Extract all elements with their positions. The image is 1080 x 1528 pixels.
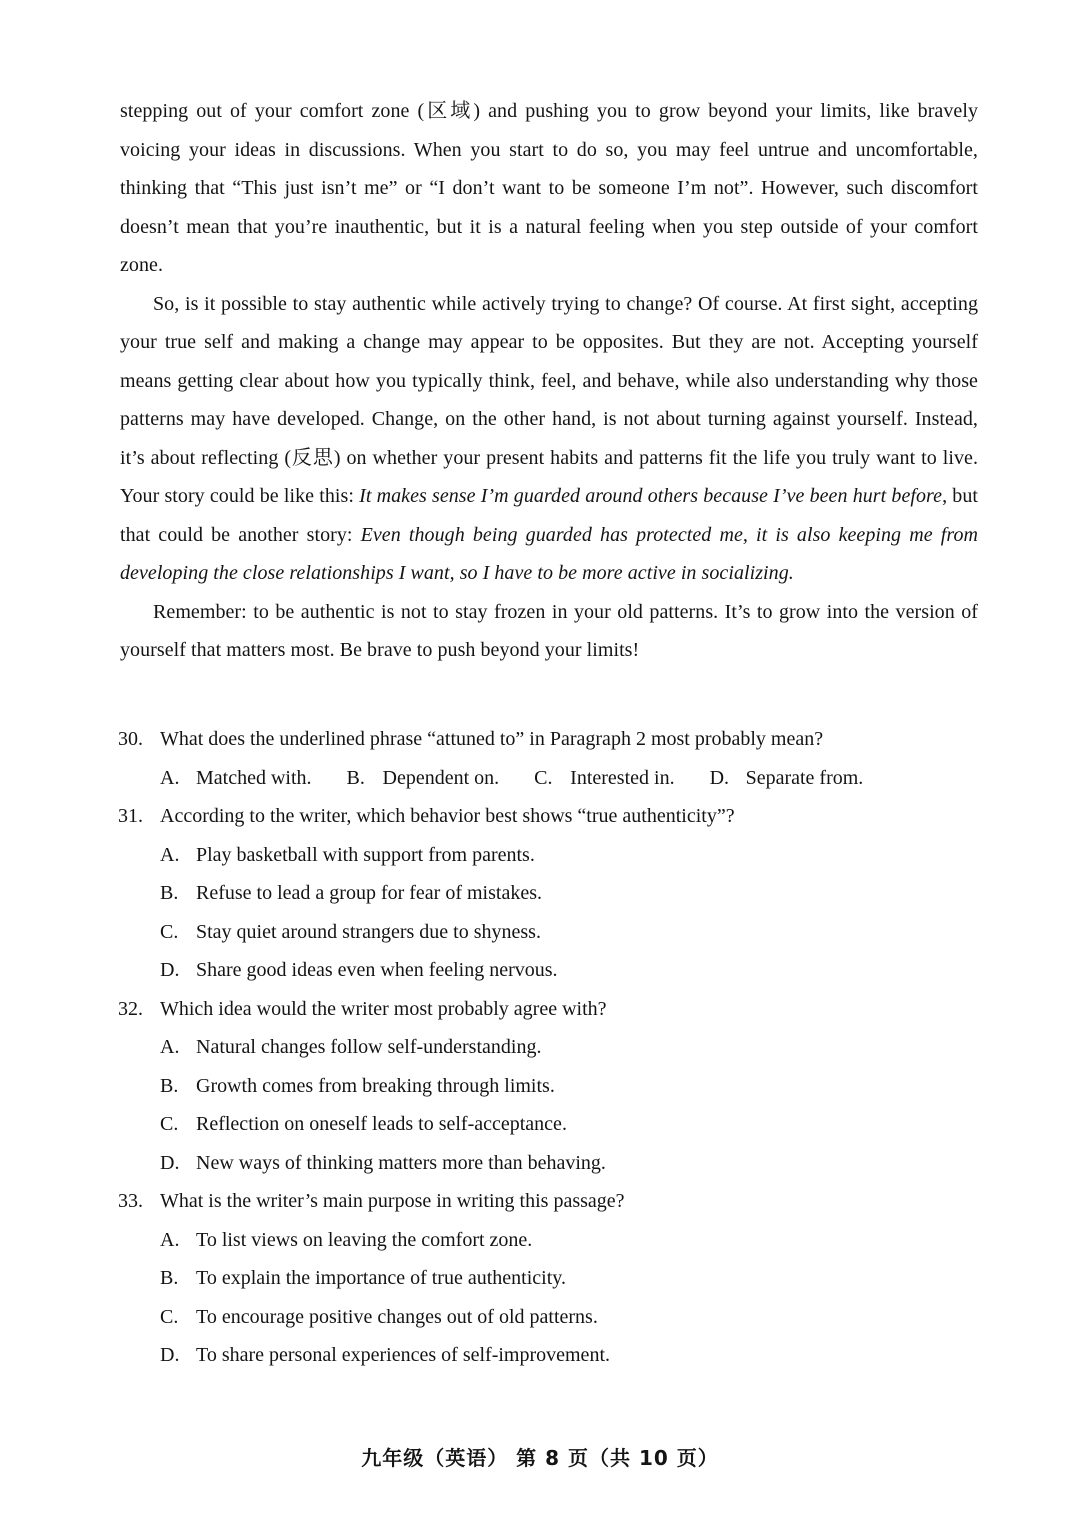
option-letter: C. [160, 1113, 179, 1135]
option-text: Matched with. [196, 766, 312, 789]
question-31 [118, 797, 978, 990]
option-a[interactable] [160, 1221, 978, 1260]
option-b[interactable] [160, 874, 978, 913]
option-letter: D. [160, 959, 180, 981]
option-letter: C. [534, 766, 553, 789]
option-letter: A. [160, 766, 180, 789]
option-text: Natural changes follow self-understanding. [196, 1036, 542, 1058]
option-b[interactable] [160, 1259, 978, 1298]
option-d[interactable] [160, 951, 978, 990]
question-list [118, 720, 978, 1375]
question-32 [118, 990, 978, 1183]
option-text: New ways of thinking matters more than behaving. [196, 1151, 606, 1174]
option-text: To list views on leaving the comfort zone. [196, 1228, 533, 1251]
paragraph-1: stepping out of your comfort zone (区域) and pushing you to grow beyond your limits, like bravely voicing your ideas in discussions. When you start to do so, you may feel untrue and uncomfortable, thinking that “This just isn’t me” or “I don’t want to be someone I’m not”. However, such discomfort doesn’t mean that you’re inauthentic, but it is a natural feeling when you step outside of your comfort zone. [120, 100, 978, 276]
option-text: Reflection on oneself leads to self-acceptance. [196, 1113, 567, 1135]
option-c[interactable] [160, 1298, 978, 1337]
option-letter: B. [160, 1074, 179, 1097]
option-letter: B. [346, 766, 365, 789]
option-text: To explain the importance of true authenticity. [196, 1267, 566, 1289]
question-33 [118, 1182, 978, 1375]
option-d[interactable] [160, 1144, 978, 1183]
option-b[interactable] [160, 1067, 978, 1106]
option-text: Share good ideas even when feeling nervous. [196, 959, 558, 981]
option-letter: B. [160, 1267, 179, 1289]
option-d[interactable] [160, 1336, 978, 1375]
option-text: Refuse to lead a group for fear of mistakes. [196, 882, 542, 904]
option-c[interactable] [160, 1105, 978, 1144]
question-stem: What does the underlined phrase “attuned to” in Paragraph 2 most probably mean? [160, 728, 824, 750]
paragraph-2-connector: , but that could be another story: [120, 485, 978, 546]
question-stem: According to the writer, which behavior best shows “true authenticity”? [160, 805, 735, 827]
reading-passage [120, 92, 978, 670]
option-letter: C. [160, 1305, 179, 1328]
question-number: 30. [118, 728, 143, 750]
paragraph-2 [120, 285, 978, 593]
italic-story-2: Even though being guarded has protected me, it is also keeping me from developing the close relationships I want, so I have to be more active in socializing. [120, 523, 979, 584]
option-text: To share personal experiences of self-improvement. [196, 1344, 610, 1366]
option-d[interactable] [710, 759, 864, 798]
option-letter: D. [160, 1344, 180, 1366]
option-letter: A. [160, 1036, 180, 1058]
option-letter: D. [160, 1151, 180, 1174]
option-a[interactable] [160, 1028, 978, 1067]
option-a[interactable] [160, 759, 312, 798]
question-30 [118, 720, 978, 797]
option-a[interactable] [160, 836, 978, 875]
option-text: Interested in. [570, 766, 675, 789]
option-text: Separate from. [745, 766, 864, 789]
option-letter: A. [160, 843, 180, 866]
italic-story-1: It makes sense I’m guarded around others because I’ve been hurt before [359, 485, 943, 507]
option-text: Play basketball with support from parents. [196, 843, 535, 866]
page-footer: 九年级（英语） 第 8 页（共 10 页） [361, 1446, 719, 1470]
question-number: 33. [118, 1190, 143, 1212]
option-c[interactable] [534, 759, 674, 798]
option-text: Stay quiet around strangers due to shyness. [196, 920, 541, 943]
paragraph-2-text: So, is it possible to stay authentic while actively trying to change? Of course. At first sight, accepting your true self and making a change may appear to be opposites. But they are not. Accepting yourself means getting clear about how you typically think, feel, and behave, while also understanding why those patterns may have developed. Change, on the other hand, is not about turning against yourself. Instead, it’s about reflecting (反思) on whether your present habits and patterns fit the life you truly want to live. Your story could be like this: [120, 292, 978, 507]
question-stem: Which idea would the writer most probably agree with? [160, 997, 607, 1020]
option-b[interactable] [347, 759, 500, 798]
option-letter: A. [160, 1228, 180, 1251]
option-letter: B. [160, 882, 179, 904]
option-c[interactable] [160, 913, 978, 952]
option-text: Dependent on. [382, 766, 500, 789]
option-text: Growth comes from breaking through limits. [196, 1074, 555, 1097]
question-number: 32. [118, 997, 143, 1020]
option-letter: D. [709, 766, 730, 789]
question-stem: What is the writer’s main purpose in writing this passage? [160, 1190, 625, 1212]
paragraph-3: Remember: to be authentic is not to stay frozen in your old patterns. It’s to grow into the version of yourself that matters most. Be brave to push beyond your limits! [120, 600, 978, 661]
option-text: To encourage positive changes out of old patterns. [196, 1305, 598, 1328]
option-letter: C. [160, 920, 179, 943]
question-number: 31. [118, 805, 143, 827]
